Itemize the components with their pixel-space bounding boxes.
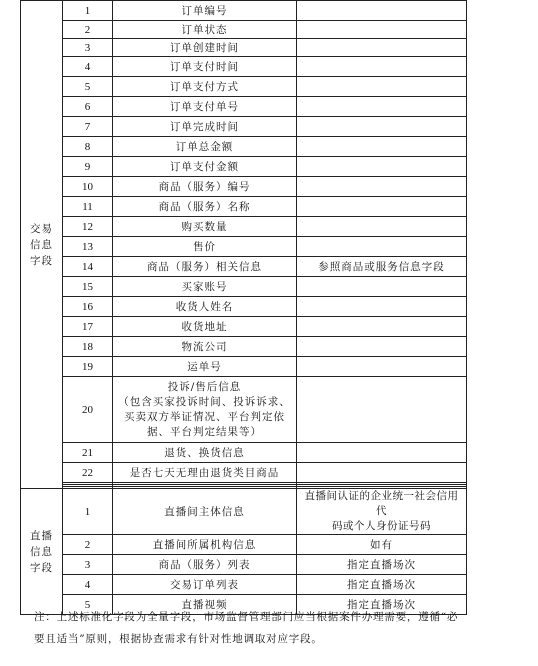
table-row <box>21 377 467 443</box>
row-number: 7 <box>63 117 113 137</box>
field-name: 订单编号 <box>113 1 297 21</box>
row-number: 15 <box>63 277 113 297</box>
table-row <box>21 157 467 177</box>
table-row <box>21 575 467 595</box>
standard-fields-table <box>20 0 467 615</box>
field-name: 商品（服务）相关信息 <box>113 257 297 277</box>
field-name: 商品（服务）编号 <box>113 177 297 197</box>
field-name: 订单支付金额 <box>113 157 297 177</box>
field-note <box>297 377 467 443</box>
field-note: 指定直播场次 <box>297 595 467 615</box>
field-note <box>297 357 467 377</box>
field-name: 订单总金额 <box>113 137 297 157</box>
row-number: 18 <box>63 337 113 357</box>
row-number: 8 <box>63 137 113 157</box>
field-note <box>297 57 467 77</box>
table-row <box>21 237 467 257</box>
field-name-line: 投诉/售后信息 <box>167 380 242 393</box>
field-name: 售价 <box>113 237 297 257</box>
row-number: 11 <box>63 197 113 217</box>
field-name: 买家账号 <box>113 277 297 297</box>
row-number: 16 <box>63 297 113 317</box>
table-row <box>21 337 467 357</box>
field-note <box>297 217 467 237</box>
field-note <box>297 463 467 483</box>
field-note-line: 直播间认证的企业统一社会信用代 <box>304 490 459 517</box>
row-number: 5 <box>63 595 113 615</box>
table-row <box>21 443 467 463</box>
table-row <box>21 297 467 317</box>
row-number: 13 <box>63 237 113 257</box>
row-number: 6 <box>63 97 113 117</box>
field-name: 是否七天无理由退货类目商品 <box>113 463 297 483</box>
table-row <box>21 357 467 377</box>
field-name: 商品（服务）列表 <box>113 555 297 575</box>
row-number: 12 <box>63 217 113 237</box>
table-row <box>21 77 467 97</box>
field-name: 收货地址 <box>113 317 297 337</box>
field-name: 订单支付单号 <box>113 97 297 117</box>
field-name <box>113 377 297 443</box>
field-note <box>297 489 467 535</box>
table-row <box>21 177 467 197</box>
footnote-line: 注：上述标准化字段为全量字段，市场监督管理部门应当根据案件办理需要，遵循“必 <box>34 611 459 623</box>
field-note <box>297 317 467 337</box>
field-note <box>297 337 467 357</box>
table-row <box>21 97 467 117</box>
field-note-line: 码或个人身份证号码 <box>332 520 431 532</box>
row-number: 4 <box>63 57 113 77</box>
field-name: 交易订单列表 <box>113 575 297 595</box>
row-number: 9 <box>63 157 113 177</box>
field-name: 订单状态 <box>113 21 297 39</box>
row-number: 1 <box>63 489 113 535</box>
field-note: 如有 <box>297 535 467 555</box>
table-row <box>21 1 467 21</box>
row-number: 20 <box>63 377 113 443</box>
row-number: 3 <box>63 39 113 57</box>
table-footnote <box>34 606 514 650</box>
table-row <box>21 197 467 217</box>
row-number: 14 <box>63 257 113 277</box>
row-number: 5 <box>63 77 113 97</box>
field-note: 指定直播场次 <box>297 555 467 575</box>
field-name: 直播间主体信息 <box>113 489 297 535</box>
field-name: 收货人姓名 <box>113 297 297 317</box>
field-note <box>297 137 467 157</box>
field-name: 订单完成时间 <box>113 117 297 137</box>
field-note <box>297 1 467 21</box>
field-name: 直播视频 <box>113 595 297 615</box>
field-note <box>297 117 467 137</box>
field-note <box>297 277 467 297</box>
row-number: 1 <box>63 1 113 21</box>
row-number: 10 <box>63 177 113 197</box>
field-name-line: 买卖双方举证情况、平台判定依 <box>124 410 285 423</box>
table-row <box>21 21 467 39</box>
category-label: 直播信息字段 <box>30 529 53 574</box>
footnote-line: 要且适当”原则，根据协查需求有针对性地调取对应字段。 <box>34 633 323 645</box>
category-cell-transaction <box>21 1 63 489</box>
table-row <box>21 535 467 555</box>
field-name: 商品（服务）名称 <box>113 197 297 217</box>
table-row <box>21 137 467 157</box>
table-row <box>21 317 467 337</box>
field-note <box>297 157 467 177</box>
field-name: 订单支付方式 <box>113 77 297 97</box>
field-note <box>297 297 467 317</box>
field-name: 订单创建时间 <box>113 39 297 57</box>
table-row <box>21 57 467 77</box>
table-row <box>21 257 467 277</box>
row-number: 21 <box>63 443 113 463</box>
field-name-line: （包含买家投诉时间、投诉诉求、 <box>118 395 291 408</box>
field-table-wrapper <box>20 0 467 615</box>
field-note: 参照商品或服务信息字段 <box>297 257 467 277</box>
field-note <box>297 197 467 217</box>
row-number: 22 <box>63 463 113 483</box>
row-number: 2 <box>63 21 113 39</box>
field-note <box>297 39 467 57</box>
table-row <box>21 117 467 137</box>
field-note <box>297 237 467 257</box>
field-note <box>297 443 467 463</box>
field-name: 购买数量 <box>113 217 297 237</box>
field-note <box>297 21 467 39</box>
table-row <box>21 489 467 535</box>
category-cell-livestream <box>21 489 63 615</box>
table-row <box>21 277 467 297</box>
field-note <box>297 77 467 97</box>
row-number: 17 <box>63 317 113 337</box>
field-name: 订单支付时间 <box>113 57 297 77</box>
field-name-line: 据、平台判定结果等） <box>147 425 262 438</box>
field-note <box>297 97 467 117</box>
table-row <box>21 39 467 57</box>
field-note <box>297 177 467 197</box>
row-number: 3 <box>63 555 113 575</box>
field-name: 退货、换货信息 <box>113 443 297 463</box>
table-row <box>21 555 467 575</box>
field-note: 指定直播场次 <box>297 575 467 595</box>
row-number: 2 <box>63 535 113 555</box>
row-number: 4 <box>63 575 113 595</box>
field-name: 直播间所属机构信息 <box>113 535 297 555</box>
table-row <box>21 217 467 237</box>
row-number: 19 <box>63 357 113 377</box>
field-name: 物流公司 <box>113 337 297 357</box>
table-row <box>21 463 467 483</box>
category-label: 交易信息字段 <box>30 222 53 267</box>
field-name: 运单号 <box>113 357 297 377</box>
